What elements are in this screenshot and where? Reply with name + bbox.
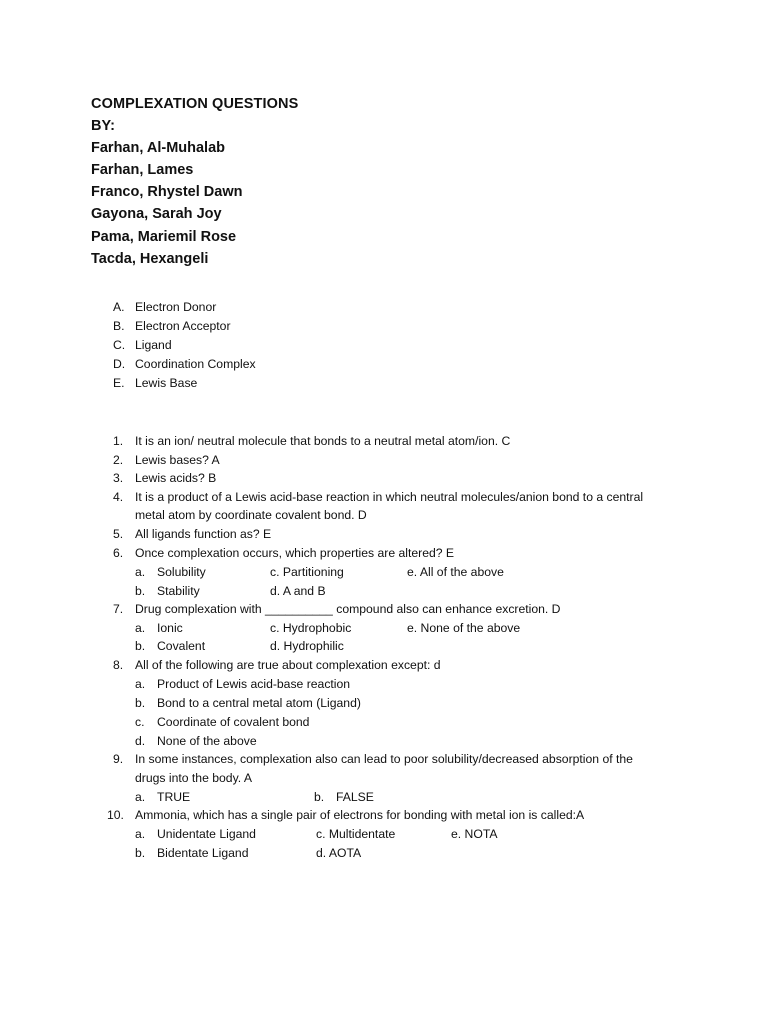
choice-text: Coordination Complex [135, 357, 256, 371]
author-name: Tacda, Hexangeli [91, 251, 209, 267]
option-text: Stability [157, 584, 200, 598]
option-letter: b. [135, 584, 146, 598]
question-text: Once complexation occurs, which properties are altered? E [135, 546, 455, 560]
choice-text: Lewis Base [135, 376, 198, 390]
author-name: Pama, Mariemil Rose [91, 229, 237, 245]
option-letter: b. [135, 846, 146, 860]
option-letter: b. [135, 639, 146, 653]
choice-text: Ligand [135, 338, 172, 352]
author-name: Franco, Rhystel Dawn [91, 184, 243, 200]
question-text: All ligands function as? E [135, 527, 272, 541]
question-text: Ammonia, which has a single pair of electrons for bonding with metal ion is called:A [135, 808, 585, 822]
choice-letter: C. [113, 338, 126, 352]
question-number: 3. [113, 471, 124, 485]
option-text: Ionic [157, 621, 183, 635]
by-label: BY: [91, 118, 115, 134]
question-text: Lewis acids? B [135, 471, 217, 485]
option-letter: a. [135, 790, 146, 804]
choice-item [113, 376, 197, 390]
author-name: Farhan, Lames [91, 162, 194, 178]
option-item [135, 677, 350, 691]
choice-letter: E. [113, 376, 125, 390]
option-text: Coordinate of covalent bond [157, 715, 310, 729]
question-text: In some instances, complexation also can lead to poor solubility/decreased absorption of the [135, 752, 633, 766]
choice-item [113, 357, 256, 371]
option-item [135, 715, 309, 729]
option-item [135, 621, 183, 635]
option-text: FALSE [336, 790, 374, 804]
option-text: Bidentate Ligand [157, 846, 249, 860]
option-text: TRUE [157, 790, 191, 804]
question-text: Drug complexation with __________ compound also can enhance excretion. D [135, 602, 561, 616]
document-title: COMPLEXATION QUESTIONS [91, 96, 299, 112]
option-item: d. AOTA [316, 846, 362, 860]
author-name: Farhan, Al-Muhalab [91, 140, 225, 156]
option-text: Unidentate Ligand [157, 827, 256, 841]
option-item: c. Multidentate [316, 827, 396, 841]
option-item: e. None of the above [407, 621, 521, 635]
choice-item [113, 319, 231, 333]
option-item [135, 790, 190, 804]
choice-letter: A. [113, 300, 125, 314]
option-letter: b. [135, 696, 146, 710]
option-item [135, 734, 257, 748]
question-number: 8. [113, 658, 124, 672]
option-item [135, 639, 205, 653]
option-text: Product of Lewis acid-base reaction [157, 677, 351, 691]
question-text: All of the following are true about complexation except: d [135, 658, 441, 672]
option-item: e. All of the above [407, 565, 504, 579]
choice-item [113, 338, 172, 352]
option-text: None of the above [157, 734, 257, 748]
question-number: 10. [107, 808, 124, 822]
option-letter: a. [135, 677, 146, 691]
question-number: 2. [113, 453, 124, 467]
option-letter: a. [135, 827, 146, 841]
option-text: Covalent [157, 639, 206, 653]
question-number: 6. [113, 546, 124, 560]
question-number: 9. [113, 752, 124, 766]
choice-text: Electron Donor [135, 300, 217, 314]
option-item: d. A and B [270, 584, 326, 598]
option-item [135, 827, 256, 841]
choice-text: Electron Acceptor [135, 319, 231, 333]
question-text: It is an ion/ neutral molecule that bonds to a neutral metal atom/ion. C [135, 434, 511, 448]
option-letter: c. [135, 715, 145, 729]
option-item [135, 846, 248, 860]
option-item: d. Hydrophilic [270, 639, 344, 653]
question-text: Lewis bases? A [135, 453, 220, 467]
option-item: c. Hydrophobic [270, 621, 352, 635]
question-number: 7. [113, 602, 124, 616]
option-item [314, 790, 374, 804]
option-letter: d. [135, 734, 146, 748]
choice-letter: B. [113, 319, 125, 333]
question-text-continued: metal atom by coordinate covalent bond. D [135, 508, 367, 522]
option-text: Solubility [157, 565, 206, 579]
option-letter: a. [135, 621, 146, 635]
question-number: 4. [113, 490, 124, 504]
question-number: 5. [113, 527, 124, 541]
option-text: Bond to a central metal atom (Ligand) [157, 696, 361, 710]
author-name: Gayona, Sarah Joy [91, 206, 222, 222]
option-letter: b. [314, 790, 325, 804]
question-text-continued: drugs into the body. A [135, 771, 252, 785]
option-item: e. NOTA [451, 827, 498, 841]
option-item: c. Partitioning [270, 565, 344, 579]
option-letter: a. [135, 565, 146, 579]
question-number: 1. [113, 434, 124, 448]
choice-item [113, 300, 216, 314]
option-item [135, 584, 200, 598]
choice-letter: D. [113, 357, 126, 371]
option-item [135, 696, 361, 710]
option-item [135, 565, 206, 579]
question-text: It is a product of a Lewis acid-base reaction in which neutral molecules/anion bond to a central [135, 490, 644, 504]
